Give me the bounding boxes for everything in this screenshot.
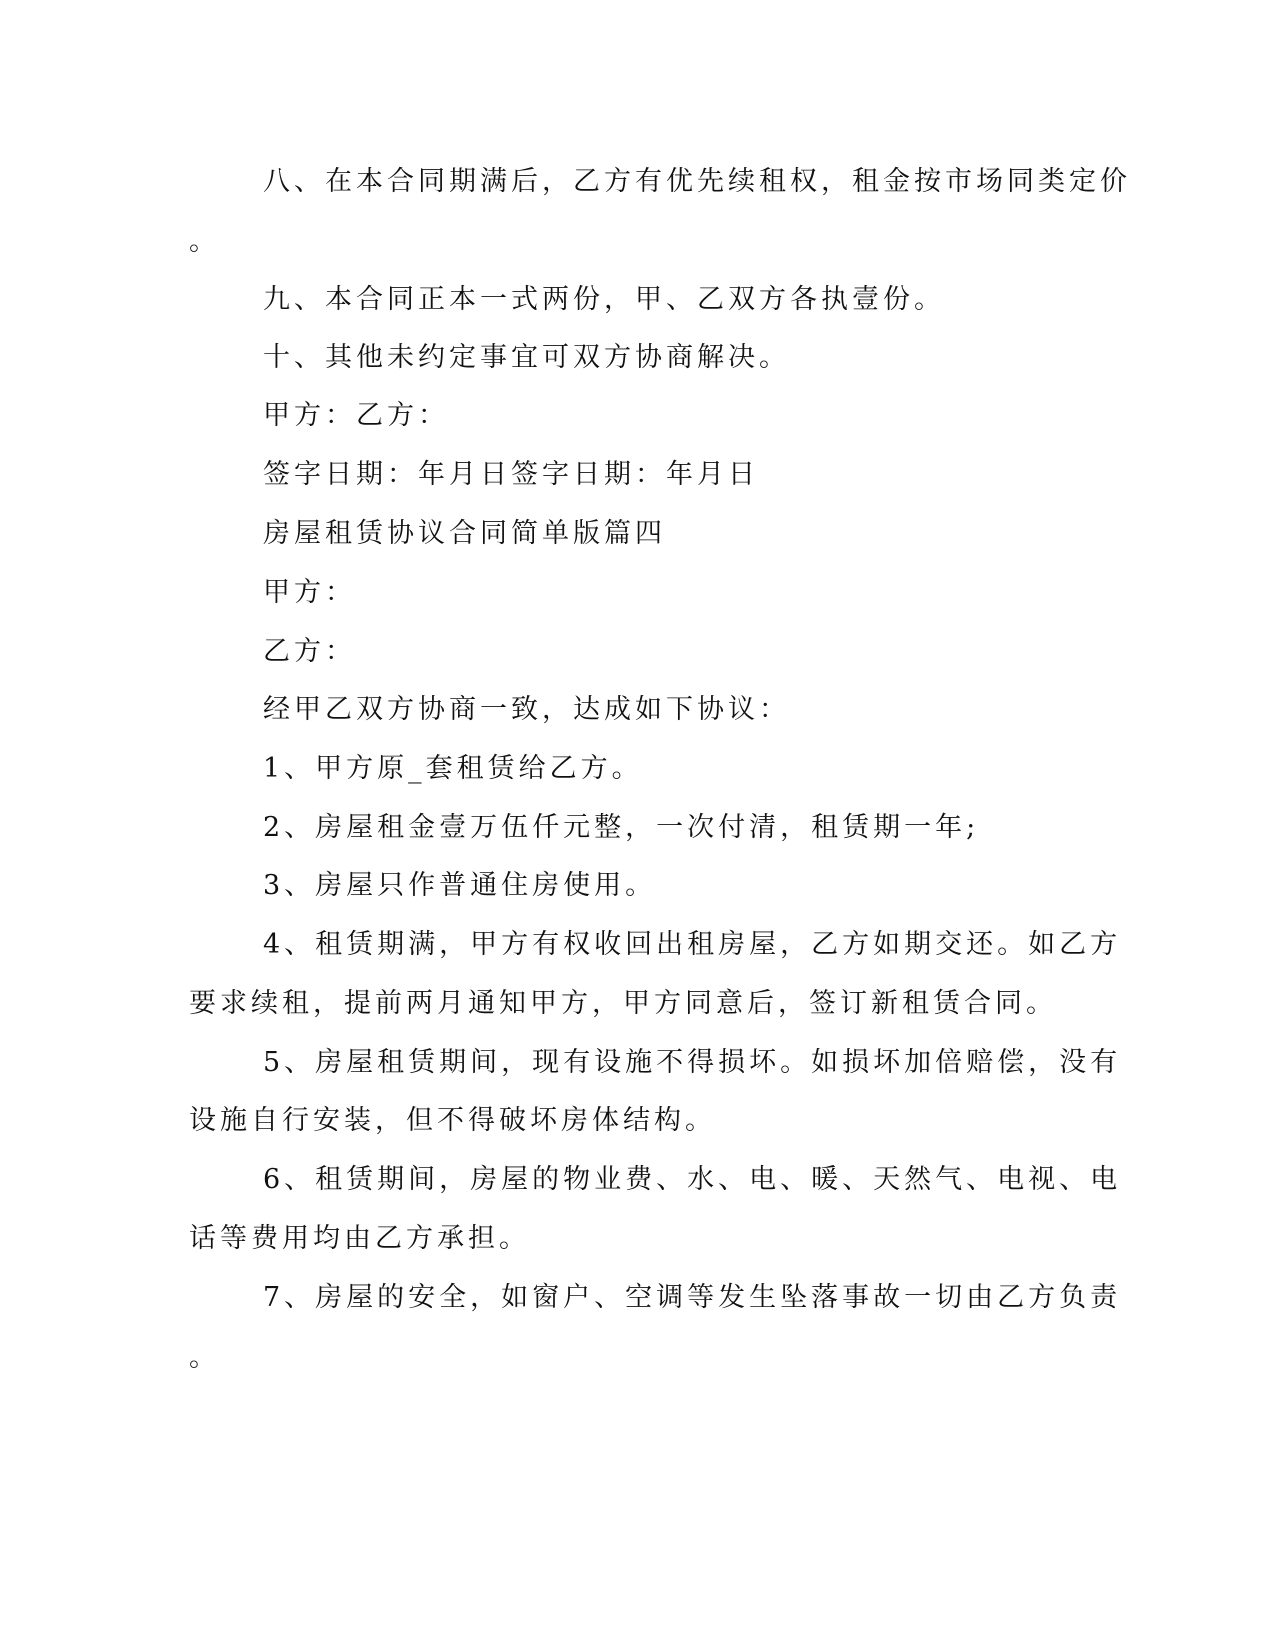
- item-3: 3、房屋只作普通住房使用。: [263, 870, 657, 901]
- item-7-line-1: 7、房屋的安全，如窗户、空调等发生坠落事故一切由乙方负责: [263, 1282, 1122, 1313]
- item-5-line-1: 5、房屋租赁期间，现有设施不得损坏。如损坏加倍赔偿，没有: [263, 1047, 1122, 1078]
- clause-9: 九、本合同正本一式两份，甲、乙双方各执壹份。: [263, 284, 945, 315]
- item-5-line-2: 设施自行安装，但不得破坏房体结构。: [189, 1105, 716, 1136]
- clause-8-line-1: 八、在本合同期满后，乙方有优先续租权，租金按市场同类定价: [263, 166, 1131, 197]
- party-a: 甲方：: [263, 577, 356, 608]
- section-title: 房屋租赁协议合同简单版篇四: [263, 518, 666, 549]
- signature-dates: 签字日期：年月日签字日期：年月日: [263, 459, 759, 490]
- item-7-line-2: 。: [189, 1342, 220, 1373]
- agreement-intro: 经甲乙双方协商一致，达成如下协议：: [263, 694, 790, 725]
- item-6-line-2: 话等费用均由乙方承担。: [189, 1223, 530, 1254]
- item-6-line-1: 6、租赁期间，房屋的物业费、水、电、暖、天然气、电视、电: [263, 1164, 1122, 1195]
- clause-10: 十、其他未约定事宜可双方协商解决。: [263, 342, 790, 373]
- party-b: 乙方：: [263, 636, 356, 667]
- clause-8-line-2: 。: [189, 226, 220, 257]
- item-4-line-2: 要求续租，提前两月通知甲方，甲方同意后，签订新租赁合同。: [189, 988, 1057, 1019]
- item-1: 1、甲方原_套租赁给乙方。: [263, 753, 643, 784]
- signature-parties: 甲方：乙方：: [263, 400, 449, 431]
- item-4-line-1: 4、租赁期满，甲方有权收回出租房屋，乙方如期交还。如乙方: [263, 929, 1122, 960]
- item-2: 2、房屋租金壹万伍仟元整，一次付清，租赁期一年;: [263, 812, 980, 843]
